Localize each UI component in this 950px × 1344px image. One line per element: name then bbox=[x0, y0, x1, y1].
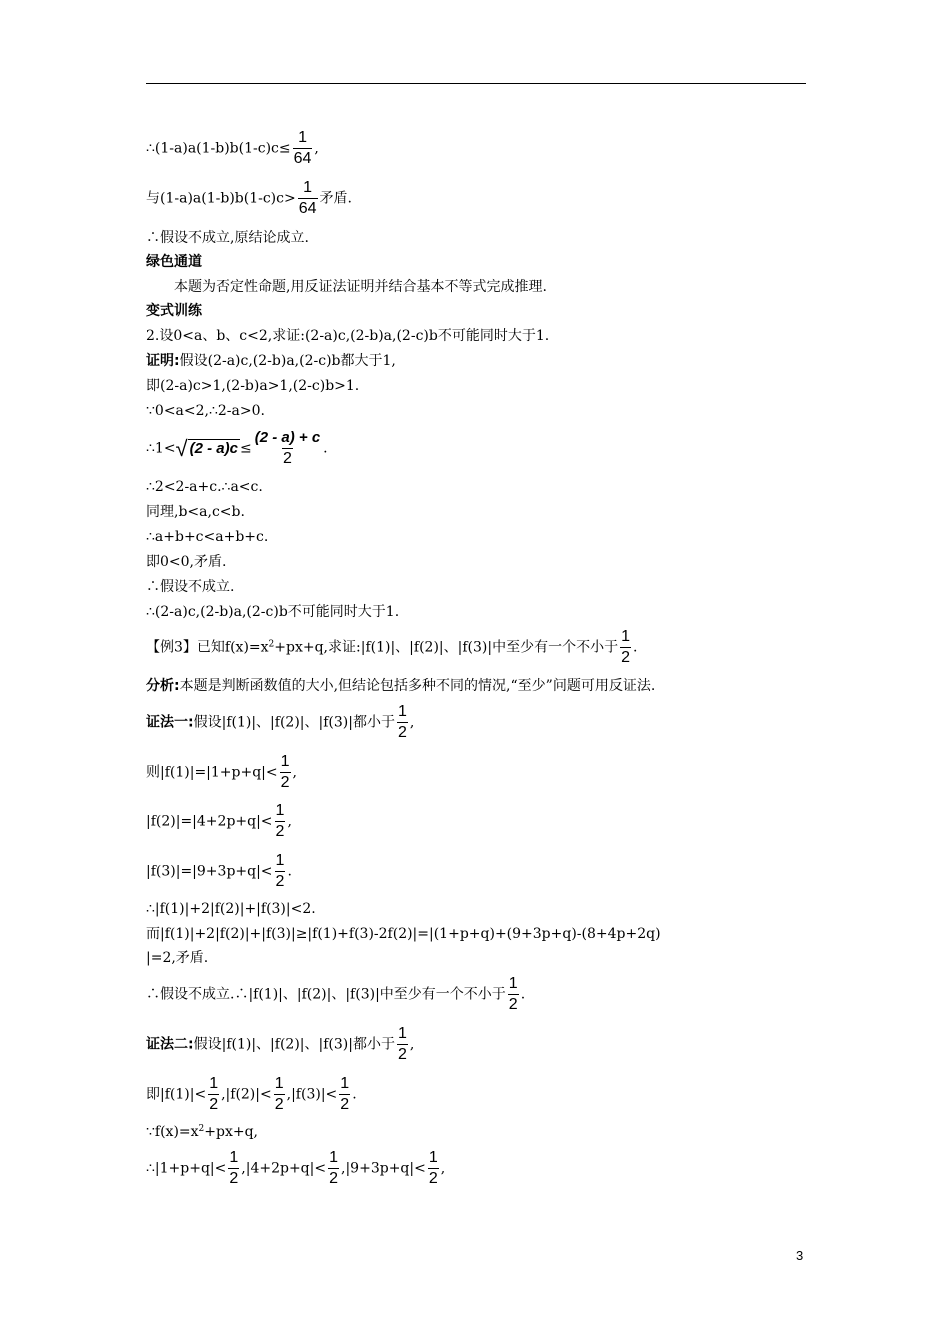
radical-sign-icon: √ bbox=[175, 435, 188, 461]
line-proof-3: ∵0<a<2,∴2-a>0. bbox=[146, 403, 265, 419]
line-note: 本题为否定性命题,用反证法证明并结合基本不等式完成推理. bbox=[174, 279, 547, 295]
fraction: $\frac{1}{2}$ bbox=[275, 852, 285, 890]
fraction: $\frac{1}{2}$ bbox=[428, 1149, 438, 1187]
line-text: ∴(1-a)a(1-b)b(1-c)c≤ bbox=[146, 140, 291, 157]
fraction: $\frac{1}{2}$ bbox=[329, 1149, 339, 1187]
line-ge: 而|f(1)|+2|f(2)|+|f(3)|≥|f(1)+f(3)-2f(2)|=|(1+p+q)+(9+3p+q)-(8+4p+2q) bbox=[146, 926, 661, 942]
fraction: $\frac{1}{2}$ bbox=[340, 1075, 350, 1113]
line-conclusion-1: ∴假设不成立.∴|f(1)|、|f(2)|、|f(3)|中至少有一个不小于 $\frac{1}{2}$ . bbox=[146, 975, 526, 1013]
line-sqrt-inequality: ∴1<√ (2 - a)c ≤ $\frac{(2 - a) + c}{2}$ . bbox=[146, 429, 328, 467]
line-conclusion-le: ∴(1-a)a(1-b)b(1-c)c≤ $\frac{1}{64}$ , bbox=[146, 129, 319, 167]
line-sum: ∴|f(1)|+2|f(2)|+|f(3)|<2. bbox=[146, 901, 316, 917]
heading-variant-training: 变式训练 bbox=[146, 303, 202, 319]
fraction: $\frac{1}{2}$ bbox=[229, 1149, 239, 1187]
line-expanded-abs: ∴|1+p+q|< $\frac{1}{2}$ ,|4+2p+q|< $\frac{1}{2}$ ,|9+3p+q|< $\frac{1}{2}$ , bbox=[146, 1149, 446, 1187]
fraction: $\frac{1}{2}$ bbox=[397, 1025, 407, 1063]
fraction: $\frac{1}{2}$ bbox=[621, 628, 630, 666]
line-example-3: 【例3】已知$f(x)=x^2+px+q$,求证:|f(1)|、|f(2)|、|f(3)|中至少有一个不小于 $\frac{1}{2}$ . bbox=[146, 628, 638, 666]
header-rule bbox=[146, 83, 806, 84]
square-root: √ (2 - a)c bbox=[175, 435, 238, 461]
fraction: $\frac{1}{2}$ bbox=[209, 1075, 219, 1113]
line-proof-8: 即0<0,矛盾. bbox=[146, 554, 227, 570]
line-contradiction-2: |=2,矛盾. bbox=[146, 950, 209, 966]
line-method-1: 证法一:假设|f(1)|、|f(2)|、|f(3)|都小于 $\frac{1}{2}$ , bbox=[146, 703, 415, 741]
fraction: $\frac{1}{2}$ bbox=[508, 975, 518, 1013]
line-proof-5: ∴2<2-a+c.∴a<c. bbox=[146, 479, 263, 495]
line-proof-10: ∴(2-a)c,(2-b)a,(2-c)b不可能同时大于1. bbox=[146, 604, 400, 620]
line-method-2: 证法二:假设|f(1)|、|f(2)|、|f(3)|都小于 $\frac{1}{2}$ , bbox=[146, 1025, 415, 1063]
line-contradiction: 与(1-a)a(1-b)b(1-c)c> $\frac{1}{64}$ 矛盾. bbox=[146, 179, 352, 217]
line-abs-values: 即|f(1)|< $\frac{1}{2}$ ,|f(2)|< $\frac{1}{2}$ ,|f(3)|< $\frac{1}{2}$ . bbox=[146, 1075, 357, 1113]
line-assumption-false: ∴假设不成立,原结论成立. bbox=[146, 230, 309, 246]
line-f1: 则|f(1)|=|1+p+q|< $\frac{1}{2}$ , bbox=[146, 753, 297, 791]
line-proof-9: ∴假设不成立. bbox=[146, 579, 235, 595]
line-f3: |f(3)|=|9+3p+q|< $\frac{1}{2}$ . bbox=[146, 852, 292, 890]
fraction: $\frac{1}{2}$ bbox=[274, 1075, 284, 1113]
fraction: $\frac{(2 - a) + c}{2}$ bbox=[254, 429, 321, 467]
line-proof-start: 证明:假设(2-a)c,(2-b)a,(2-c)b都大于1, bbox=[146, 353, 396, 369]
line-analysis: 分析:本题是判断函数值的大小,但结论包括多种不同的情况,“至少”问题可用反证法. bbox=[146, 678, 656, 694]
line-f2: |f(2)|=|4+2p+q|< $\frac{1}{2}$ , bbox=[146, 802, 292, 840]
fraction: $\frac{1}{2}$ bbox=[397, 703, 407, 741]
page-number: 3 bbox=[796, 1248, 804, 1263]
fraction: $\frac{1}{64}$ bbox=[293, 129, 312, 167]
line-function-def: $\because f(x)=x^2+px+q$, bbox=[146, 1124, 259, 1140]
line-proof-6: 同理,b<a,c<b. bbox=[146, 504, 245, 520]
line-proof-2: 即(2-a)c>1,(2-b)a>1,(2-c)b>1. bbox=[146, 378, 360, 394]
fraction: $\frac{1}{2}$ bbox=[275, 802, 285, 840]
fraction: $\frac{1}{64}$ bbox=[298, 179, 317, 217]
line-proof-7: ∴a+b+c<a+b+c. bbox=[146, 529, 269, 545]
fraction: $\frac{1}{2}$ bbox=[280, 753, 290, 791]
line-problem-2: 2.设0<a、b、c<2,求证:(2-a)c,(2-b)a,(2-c)b不可能同时大于1. bbox=[146, 328, 550, 344]
heading-green-channel: 绿色通道 bbox=[146, 254, 202, 270]
